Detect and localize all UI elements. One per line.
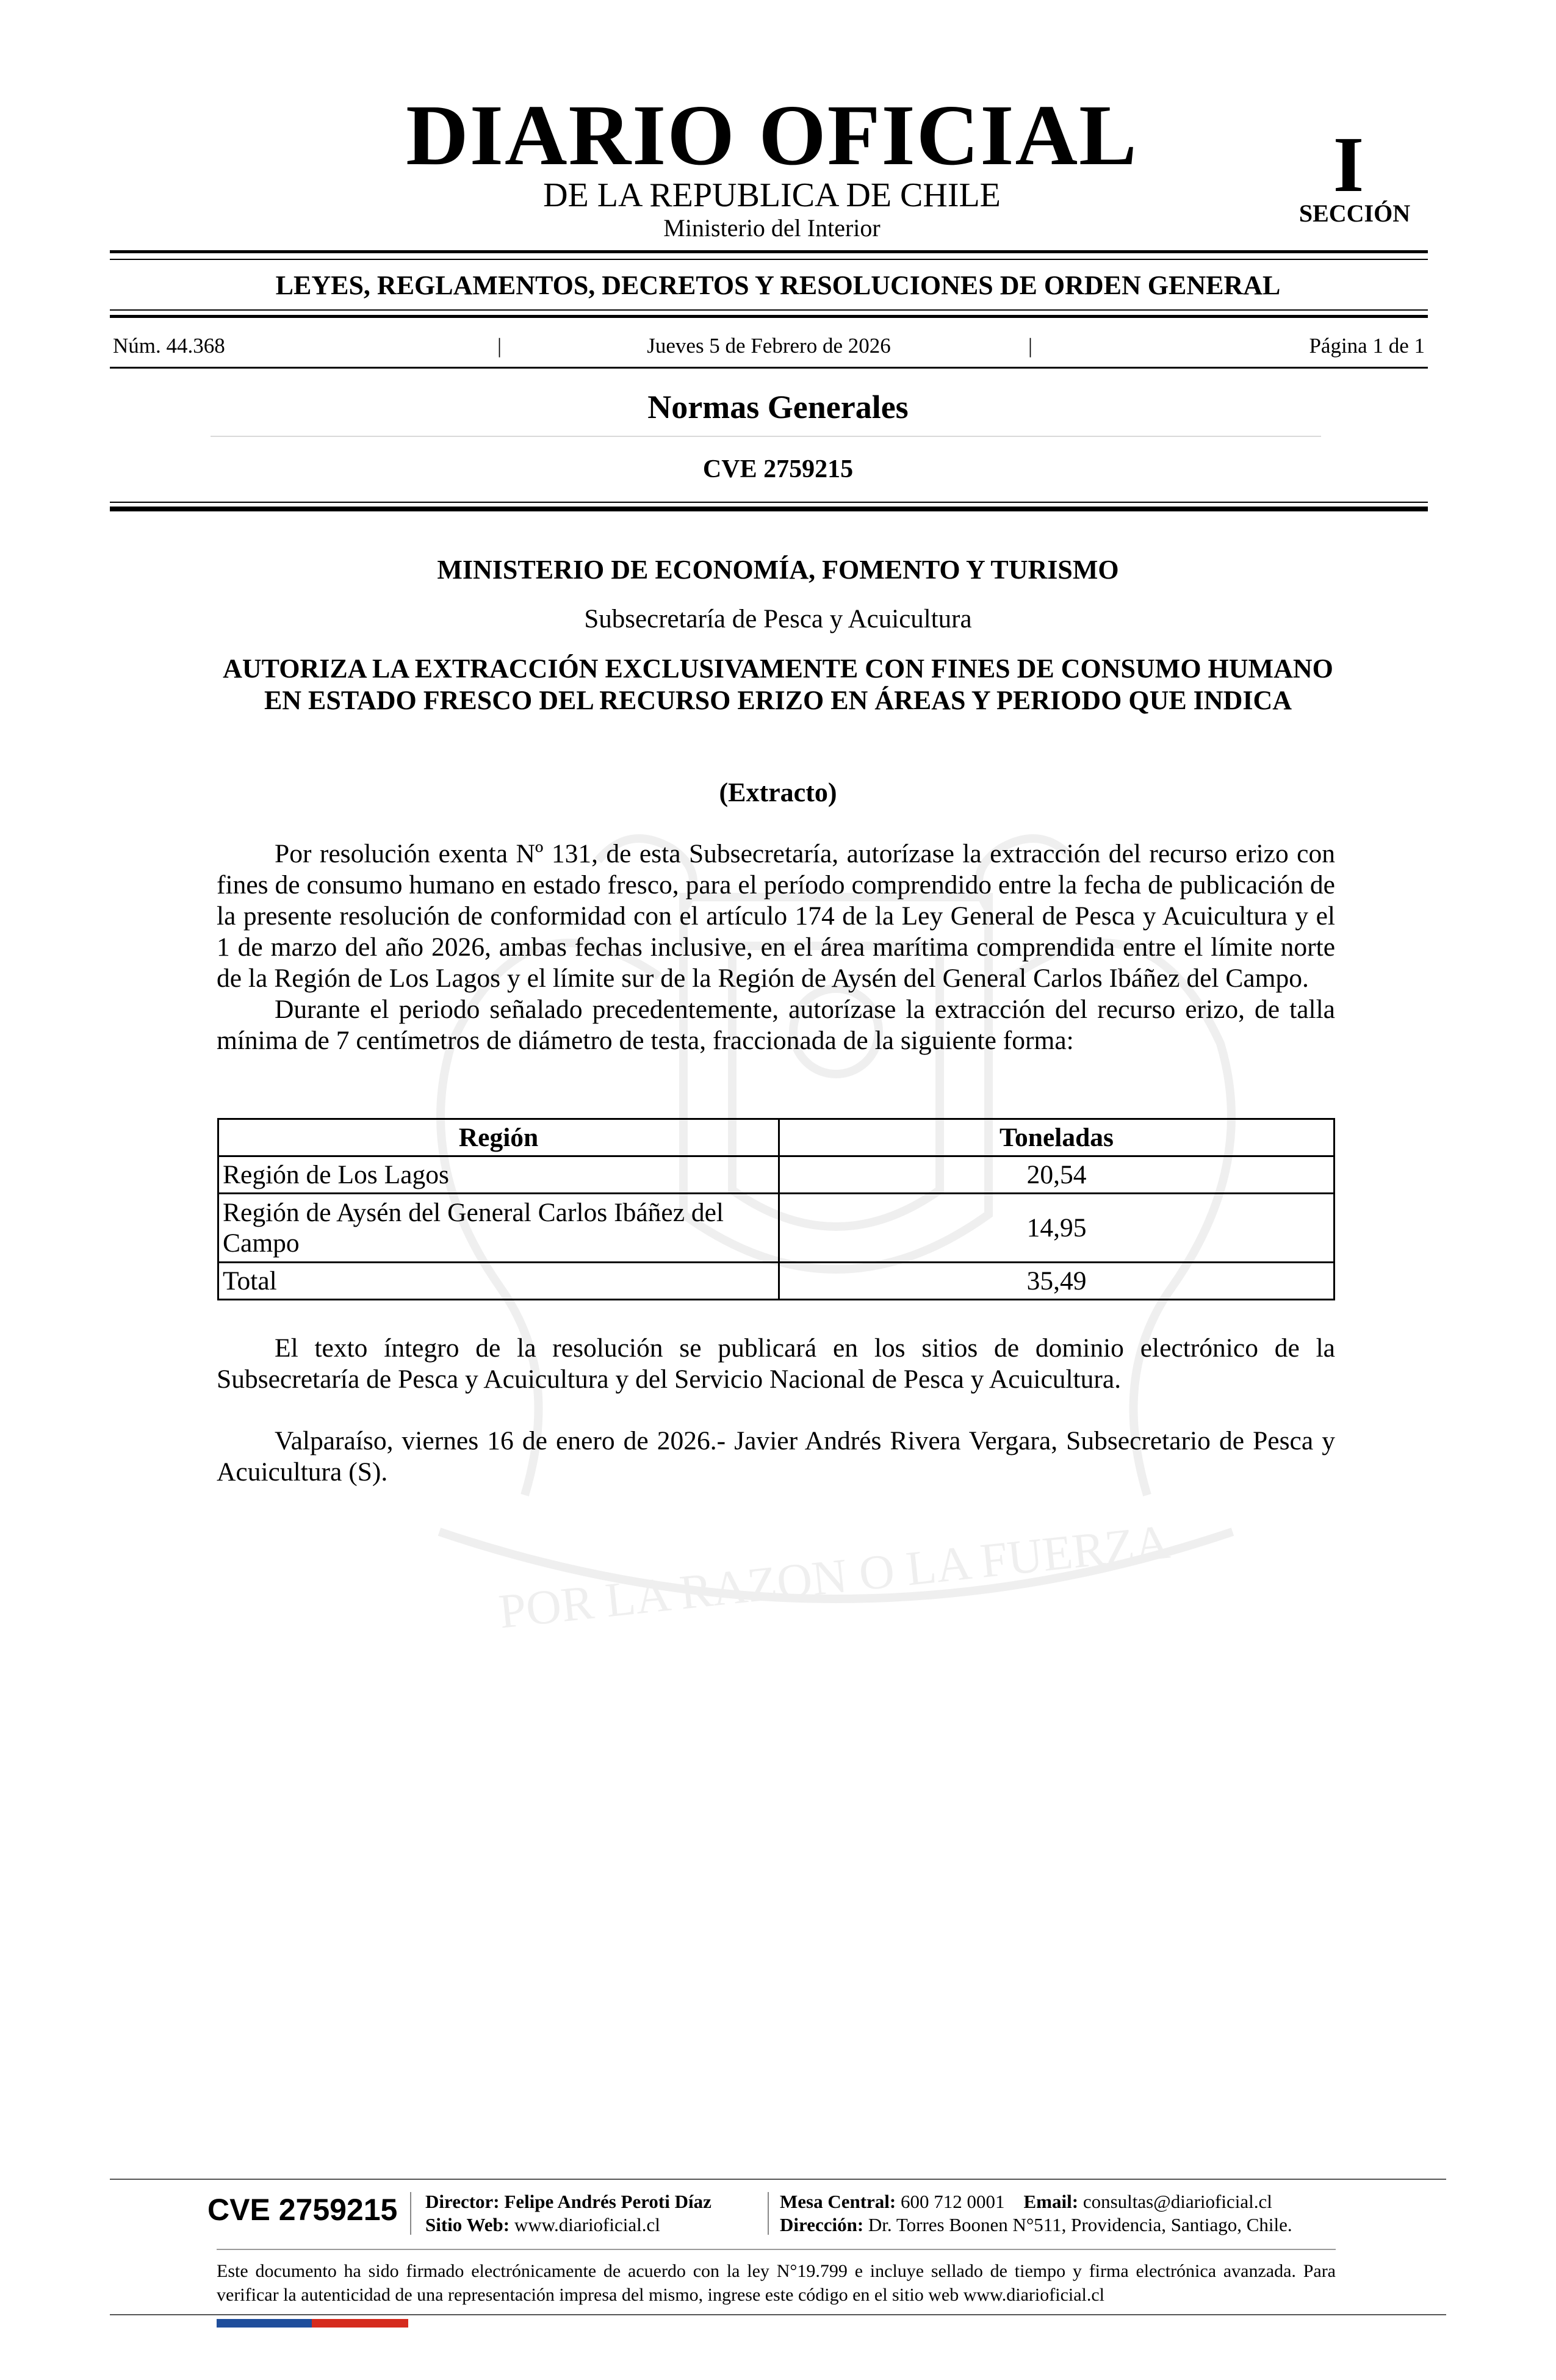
masthead-rule-thick [110,250,1428,253]
newspaper-subtitle: DE LA REPUBLICA DE CHILE [543,176,1001,214]
paragraph-1: Por resolución exenta Nº 131, de esta Subsecretaría, autorízase la extracción del recurso erizo con fines de consumo humano en estado fresco, para el período comprendido entre la fecha de publicación de la presente resolución de conformidad con el artículo 174 de la Ley General de Pesca y Acuicultura y el 1 de marzo del año 2026, ambas fechas inclusive, en el área marítima comprendida entre el límite norte de la Región de Los Lagos y el límite sur de la Región de Aysén del General Carlos Ibáñez del Campo. [217,839,1335,993]
issue-separator: | [497,334,502,358]
section-label: SECCIÓN [1298,200,1411,227]
footer-director-block [425,2190,711,2237]
banner-rule-top [110,309,1428,311]
footer-divider [768,2192,769,2235]
cve-code: CVE 2759215 [702,455,854,483]
table-cell-tons: 20,54 [779,1156,1334,1194]
table-row-total [218,1263,1334,1300]
section-title: Normas Generales [647,389,909,425]
banner-title: LEYES, REGLAMENTOS, DECRETOS Y RESOLUCIONES DE ORDEN GENERAL [275,270,1281,300]
cve-rule-thick [110,507,1428,511]
email-link[interactable]: consultas@diarioficial.cl [1082,2191,1272,2212]
issuing-ministry: MINISTERIO DE ECONOMÍA, FOMENTO Y TURISMO [437,555,1119,585]
issue-separator: | [1028,334,1033,358]
cve-rule-thin [110,502,1428,503]
table-cell-tons: 14,95 [779,1194,1334,1263]
paragraph-2: Durante el periodo señalado precedentemente, autorízase la extracción del recurso erizo, de talla mínima de 7 centímetros de diámetro de testa, fraccionada de la siguiente forma: [217,995,1335,1055]
watermark-motto: POR LA RAZON O LA FUERZA [496,1515,1173,1639]
newspaper-title: DIARIO OFICIAL [406,87,1138,183]
footer-rule-top [110,2179,1446,2180]
ministry-line: Ministerio del Interior [663,214,881,242]
mesa-label: Mesa Central: [780,2191,896,2212]
table-cell-region: Región de Aysén del General Carlos Ibáñez del Campo [218,1194,779,1263]
footer-rule-bottom [110,2314,1446,2315]
table-row [218,1194,1334,1263]
issuing-subsecretaria: Subsecretaría de Pesca y Acuicultura [584,605,972,633]
body-paragraphs [217,838,1335,1056]
flag-stripe-red [312,2319,408,2328]
section-number: I [1333,121,1364,209]
extract-label: (Extracto) [719,777,837,807]
footer-cve-code: CVE 2759215 [207,2193,398,2227]
footer-rule-middle [217,2249,1336,2250]
body-paragraphs-closing [217,1333,1335,1395]
table-cell-region: Región de Los Lagos [218,1156,779,1194]
director-name: Felipe Andrés Peroti Díaz [504,2191,711,2212]
table-row [218,1156,1334,1194]
website-link[interactable]: www.diarioficial.cl [514,2214,660,2235]
banner-rule-bottom [110,315,1428,318]
email-label: Email: [1023,2191,1079,2212]
website-label: Sitio Web: [425,2214,510,2235]
address-label: Dirección: [780,2214,864,2235]
resolution-heading: AUTORIZA LA EXTRACCIÓN EXCLUSIVAMENTE CON FINES DE CONSUMO HUMANO EN ESTADO FRESCO DEL RECURSO ERIZO EN ÁREAS Y PERIODO QUE INDICA [223,654,1333,715]
table-header-region: Región [218,1119,779,1156]
masthead-rule-thin [110,259,1428,260]
director-label: Director: [425,2191,500,2212]
page-indicator: Página 1 de 1 [1309,334,1425,358]
footer-divider [410,2192,411,2235]
info-bar-rule [110,367,1428,369]
issue-date: Jueves 5 de Febrero de 2026 [647,334,891,358]
table-header-tons: Toneladas [779,1119,1334,1156]
issue-number: Núm. 44.368 [113,334,225,358]
mesa-phone: 600 712 0001 [901,2191,1005,2212]
footer-contact-block [780,2190,1292,2237]
footer-legal-notice: Este documento ha sido firmado electrónicamente de acuerdo con la ley N°19.799 e incluye sellado de tiempo y firma electrónica avanzada. Para verificar la autenticidad de una representación impresa del mismo, ingrese este código en el sitio web www.diarioficial.cl [217,2261,1336,2305]
paragraph-3: El texto íntegro de la resolución se publicará en los sitios de dominio electrónico de la Subsecretaría de Pesca y Acuicultura y del Servicio Nacional de Pesca y Acuicultura. [217,1333,1335,1394]
table-cell-region: Total [218,1263,779,1300]
table-header-row [218,1119,1334,1156]
paragraph-4: Valparaíso, viernes 16 de enero de 2026.- Javier Andrés Rivera Vergara, Subsecretario de Pesca y Acuicultura (S). [217,1426,1335,1487]
signature-block [217,1426,1335,1488]
table-cell-tons: 35,49 [779,1263,1334,1300]
flag-stripe-blue [217,2319,312,2328]
address-text: Dr. Torres Boonen N°511, Providencia, Santiago, Chile. [868,2214,1292,2235]
tonnage-table [217,1118,1335,1300]
section-divider [211,436,1321,437]
